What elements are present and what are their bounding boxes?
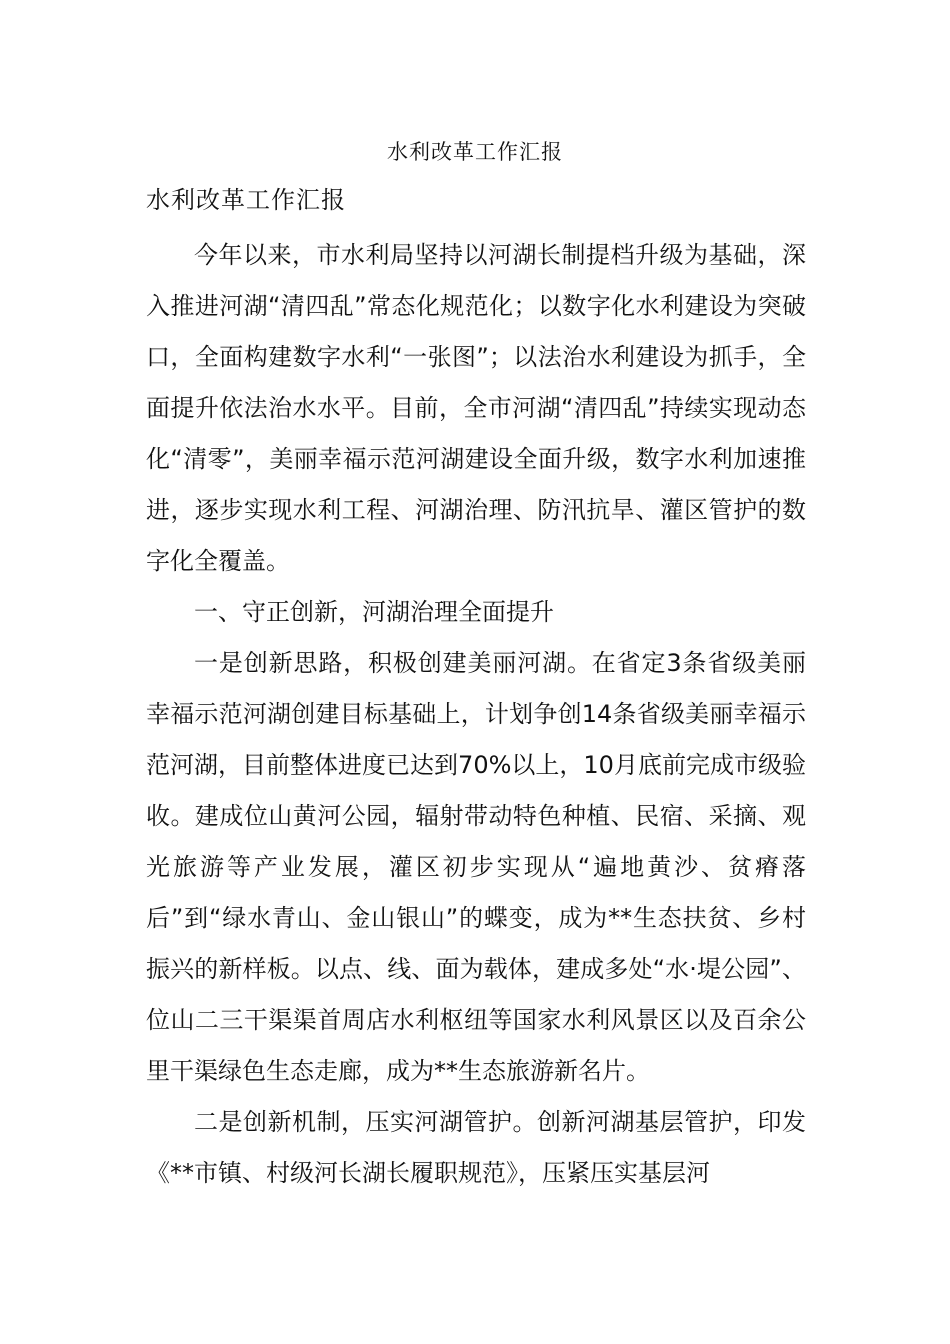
document-subtitle: 水利改革工作汇报 bbox=[146, 186, 346, 214]
paragraph-intro: 今年以来，市水利局坚持以河湖长制提档升级为基础，深入推进河湖“清四乱”常态化规范化；以数字化水利建设为突破口，全面构建数字水利“一张图”；以法治水利建设为抓手，全面提升依法治水水平。目前，全市河湖“清四乱”持续实现动态化“清零”，美丽幸福示范河湖建设全面升级，数字水利加速推进，逐步实现水利工程、河湖治理、防汛抗旱、灌区管护的数字化全覆盖。 bbox=[146, 241, 806, 575]
document-title: 水利改革工作汇报 bbox=[387, 140, 563, 164]
paragraph-point-1: 一是创新思路，积极创建美丽河湖。在省定3条省级美丽幸福示范河湖创建目标基础上，计划争创14条省级美丽幸福示范河湖，目前整体进度已达到70%以上，10月底前完成市级验收。建成位山黄河公园，辐射带动特色种植、民宿、采摘、观光旅游等产业发展，灌区初步实现从“遍地黄沙、贫瘠落后”到“绿水青山、金山银山”的蝶变，成为**生态扶贫、乡村振兴的新样板。以点、线、面为载体，建成多处“水·堤公园”、位山二三干渠渠首周店水利枢纽等国家水利风景区以及百余公里干渠绿色生态走廊，成为**生态旅游新名片。 bbox=[146, 649, 806, 1085]
section-heading-1: 一、守正创新，河湖治理全面提升 bbox=[194, 598, 554, 626]
paragraph-point-2: 二是创新机制，压实河湖管护。创新河湖基层管护，印发《**市镇、村级河长湖长履职规范》，压紧压实基层河 bbox=[146, 1108, 806, 1187]
document-body bbox=[146, 230, 806, 1199]
